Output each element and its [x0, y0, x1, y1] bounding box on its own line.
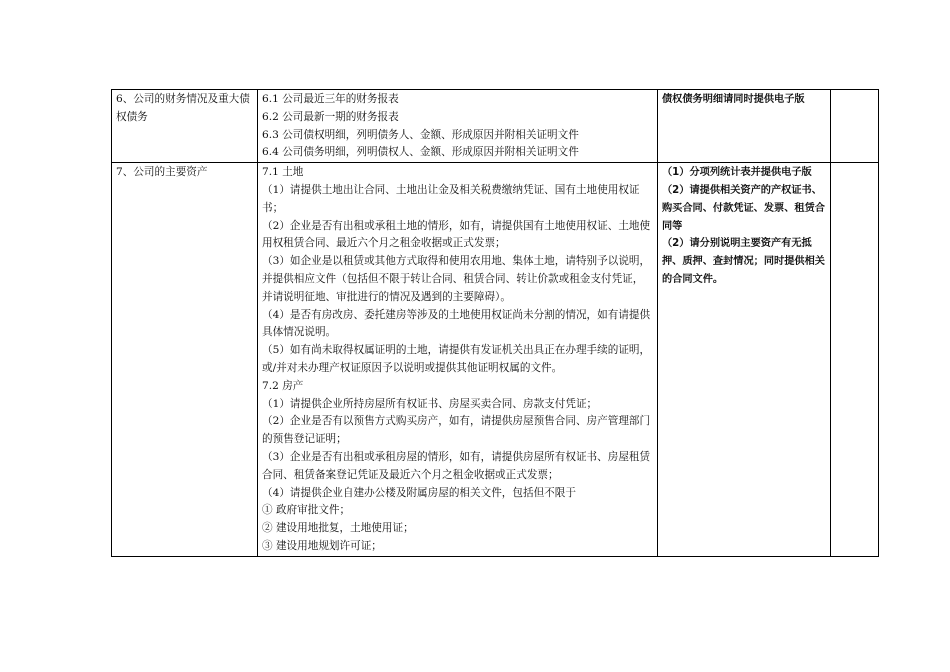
note-line: （2）请分别说明主要资产有无抵押、质押、查封情况；同时提供相关的合同文件。 [662, 238, 825, 285]
detail-line: （2）企业是否有出租或承租土地的情形，如有，请提供国有土地使用权证、土地使用权租赁合同、最近六个月之租金收据或正式发票； [262, 219, 651, 250]
extra-cell [831, 163, 879, 557]
detail-line: 6.2 公司最新一期的财务报表 [262, 110, 399, 123]
item-cell [112, 90, 258, 163]
section-heading: 7.2 房产 [262, 379, 304, 392]
detail-line: 6.3 公司债权明细，列明债务人、金额、形成原因并附相关证明文件 [262, 128, 579, 141]
detail-line: （3）企业是否有出租或承租房屋的情形，如有，请提供房屋所有权证书、房屋租赁合同、租赁备案登记凭证及最近六个月之租金收据或正式发票； [262, 450, 651, 481]
section-heading: 7.1 土地 [262, 166, 304, 179]
details-cell [258, 163, 658, 557]
details-cell [258, 90, 658, 163]
notes-cell [658, 90, 831, 163]
notes-cell [658, 163, 831, 557]
note-line: （1）分项列统计表并提供电子版 [662, 167, 812, 179]
detail-line: （3）如企业是以租赁或其他方式取得和使用农用地、集体土地，请特别予以说明，并提供相应文件（包括但不限于转让合同、租赁合同、转让价款或租金支付凭证，并请说明征地、审批进行的情况及遇到的主要障碍）。 [262, 255, 651, 303]
due-diligence-table [111, 89, 879, 557]
numbered-item: ① 政府审批文件； [262, 504, 351, 517]
detail-line: 6.4 公司债务明细，列明债权人、金额、形成原因并附相关证明文件 [262, 146, 579, 159]
detail-line: （4）请提供企业自建办公楼及附属房屋的相关文件，包括但不限于 [262, 486, 576, 499]
numbered-item: ② 建设用地批复，土地使用证； [262, 522, 414, 535]
detail-line: 6.1 公司最近三年的财务报表 [262, 93, 399, 105]
detail-line: （1）请提供企业所持房屋所有权证书、房屋买卖合同、房款支付凭证； [262, 397, 598, 410]
table-row [112, 163, 879, 557]
item-label: 7、公司的主要资产 [116, 166, 208, 179]
item-cell [112, 163, 258, 557]
note-line: （2）请提供相关资产的产权证书、购买合同、付款凭证、发票、租赁合同等 [662, 184, 825, 232]
numbered-item: ③ 建设用地规划许可证； [262, 539, 382, 552]
detail-line: （4）是否有房改房、委托建房等涉及的土地使用权证尚未分割的情况，如有请提供具体情况说明。 [262, 308, 651, 339]
table-row [112, 90, 879, 163]
note-line: 债权债务明细请同时提供电子版 [662, 94, 805, 105]
detail-line: （5）如有尚未取得权属证明的土地，请提供有发证机关出具正在办理手续的证明，或/并对未办理产权证原因予以说明或提供其他证明权属的文件。 [262, 344, 651, 374]
detail-line: （1）请提供土地出让合同、土地出让金及相关税费缴纳凭证、国有土地使用权证书； [262, 183, 640, 214]
item-label: 6、公司的财务情况及重大债权债务 [116, 93, 250, 123]
detail-line: （2）企业是否有以预售方式购买房产，如有，请提供房屋预售合同、房产管理部门的预售登记证明； [262, 415, 651, 446]
extra-cell [831, 90, 879, 163]
